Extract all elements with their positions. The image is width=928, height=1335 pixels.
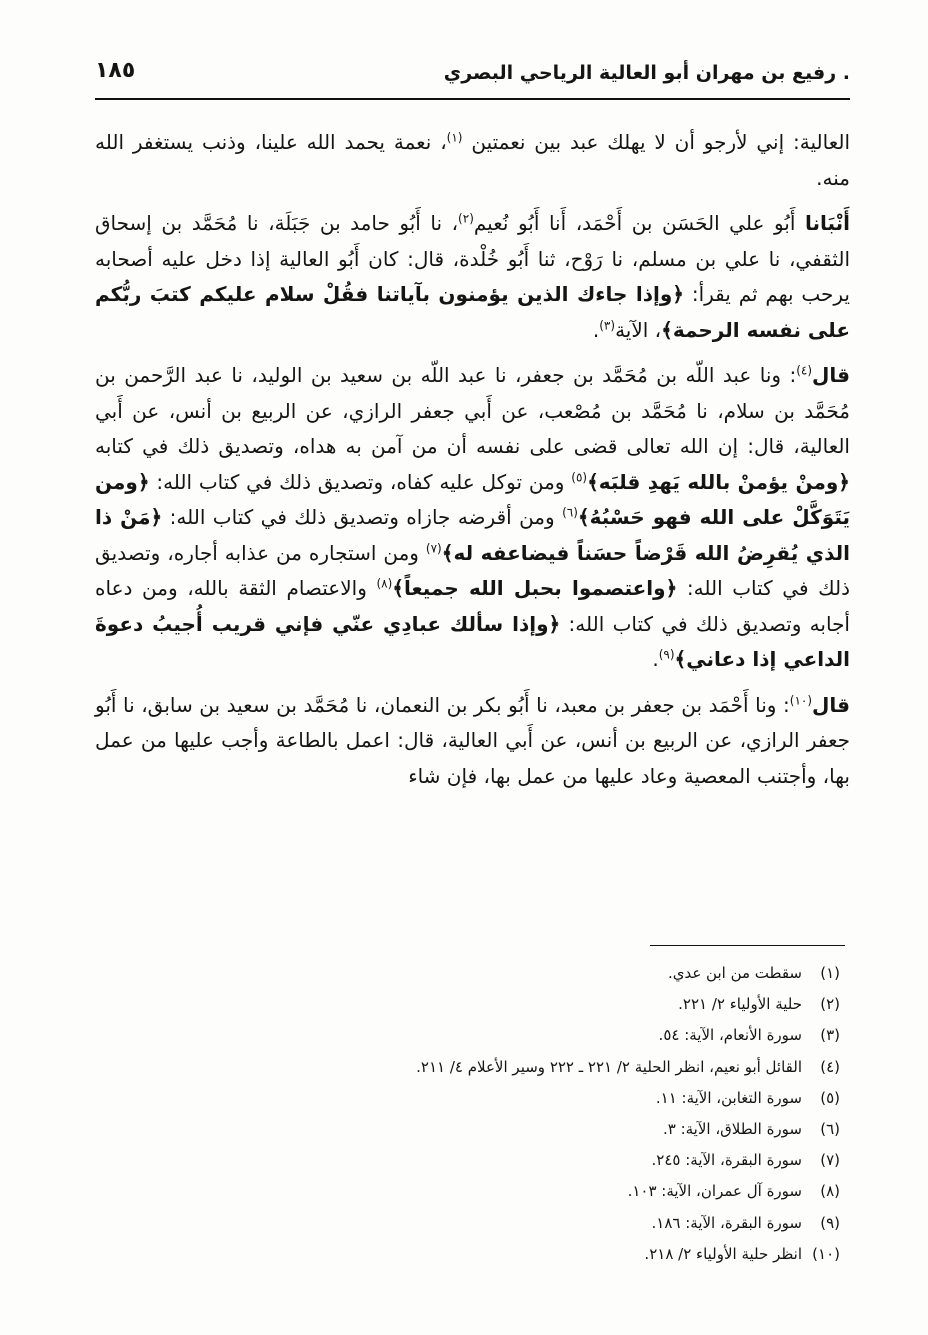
footnote-ref: (٤) [796,363,813,378]
header-rule [95,98,850,100]
paragraph-lead: قال [812,363,850,387]
page-number: ١٨٥ [95,58,136,83]
footnote-text: حلية الأولياء ٢/ ٢٢١. [678,995,802,1014]
quran-verse: ﴿ومنْ يؤمنْ بالله يَهدِ قلبَه﴾ [587,469,851,494]
quran-verse: ﴿واعتصموا بحبل الله جميعاً﴾ [392,576,678,600]
footnote-ref: (٥) [571,469,588,484]
footnote-ref: (١) [446,130,463,145]
footnote-ref: (٣) [599,317,616,332]
footnote-ref: (٩) [658,647,675,662]
page-header [95,58,850,98]
footnote-item [95,1239,840,1270]
footnote-text: سورة الأنعام، الآية: ٥٤. [658,1026,802,1045]
main-text [95,125,850,804]
footnote-ref: (٢) [458,211,474,226]
quran-verse: ﴿وإذا سألك عبادِي عنّي فإني قريب أُجيبُ دعوةَ الداعي إذا دعاني﴾ [95,611,850,671]
footnote-item [95,1114,840,1145]
footnote-text: سورة الطلاق، الآية: ٣. [662,1120,802,1139]
footnote-item [95,1052,840,1083]
footnote-item [95,1020,840,1051]
running-head: . رفيع بن مهران أبو العالية الرياحي البصري [443,62,850,84]
quran-verse: ﴿وإذا جاءك الذين يؤمنون بآياتنا فقُلْ سلام عليكم كتبَ ربُّكم على نفسه الرحمة﴾ [95,282,850,342]
footnote-item [95,1208,840,1239]
footnotes-list [95,958,840,1270]
paragraph-2 [95,206,850,348]
text: ومن استجاره من عذابه أجاره، وتصديق ذلك في كتاب الله: [95,540,850,600]
footnote-number: (٥) [820,1088,840,1107]
footnote-text: سقطت من ابن عدي. [667,964,802,982]
footnote-number: (٣) [820,1026,840,1045]
text: : ونا أَحْمَد بن جعفر بن معبد، نا أَبُو بكر بن النعمان، نا مُحَمَّد بن سعيد بن سابق، نا أَبُو جعفر الرازي، عن الربيع بن أنس، عن أَبي العالية، قال: اعمل بالطاعة وأجب عليها من عمل بها، وأجتنب المعصية وعاد عليها من عمل بها، فإن شاء [95,692,850,788]
footnote-number: (٤) [820,1057,840,1076]
footnote-number: (٨) [820,1182,840,1201]
text: العالية: إني لأرجو أن لا يهلك عبد بين نعمتين [462,130,850,154]
footnote-number: (٧) [820,1151,840,1170]
text: والاعتصام الثقة بالله، ومن دعاه أجابه وتصديق ذلك في كتاب الله: [95,576,850,636]
footnote-text: انظر حلية الأولياء ٢/ ٢١٨. [644,1244,802,1263]
text: . [592,317,600,342]
text: ومن أقرضه جازاه وتصديق ذلك في كتاب الله: [162,505,563,529]
paragraph-lead: أَنْبَانا [804,211,851,235]
footnote-ref: (٦) [562,505,578,520]
text: : ونا عبد اللّه بن مُحَمَّد بن جعفر، نا عبد اللّه بن سعيد بن الوليد، نا عبد الرَّحمن بن مُحَمَّد بن سلام، نا مُحَمَّد بن مُصْعب، عن أَبي جعفر الرازي، عن الربيع بن أنس، عن أَبي العالية، قال: إن الله تعالى قضى على نفسه أن من آمن به هداه، وتصديق ذلك في كتابه [95,363,850,458]
footnote-number: (٦) [820,1120,840,1139]
text: ومن توكل عليه كفاه، وتصديق ذلك في كتاب الله: [149,469,572,494]
footnote-text: سورة البقرة، الآية: ٢٤٥. [651,1151,802,1170]
footnote-separator [650,945,845,946]
footnote-text: سورة آل عمران، الآية: ١٠٣. [627,1182,802,1201]
footnote-number: (١) [820,964,840,982]
quran-verse: ﴿مَنْ ذا الذي يُقرِضُ الله قَرْضاً حسَناً فيضاعفه له﴾ [95,505,850,565]
footnote-ref: (٨) [376,576,393,591]
footnote-number: (٢) [820,995,840,1014]
quran-verse: ﴿ومن يَتَوَكَّلْ على الله فهو حَسْبُهُ﴾ [95,469,850,529]
footnote-text: سورة البقرة، الآية: ١٨٦. [651,1213,802,1232]
footnote-item [95,958,840,989]
footnote-text: سورة التغابن، الآية: ١١. [655,1088,802,1107]
paragraph-1 [95,125,850,196]
footnote-text: القائل أبو نعيم، انظر الحلية ٢/ ٢٢١ ـ ٢٢٢ وسير الأعلام ٤/ ٢١١. [416,1057,802,1076]
footnote-item [95,1176,840,1207]
footnote-number: (١٠) [812,1244,840,1263]
paragraph-3 [95,358,850,678]
text: ، نا أَبُو حامد بن جَبَلَة، نا مُحَمَّد بن إسحاق الثقفي، نا علي بن مسلم، نا رَوْح، ثنا أَبُو خُلْدة، قال: كان أَبُو العالية إذا دخل عليه أصحابه يرحب بهم ثم يقرأ: [95,211,850,306]
text: ، الآية [615,317,662,342]
text: ، نعمة يحمد الله علينا، وذنب يستغفر الله منه. [95,130,850,190]
text: أَبُو علي الحَسَن بن أَحْمَد، أَنا أَبُو نُعيم [473,211,805,235]
text: . [652,647,659,671]
footnote-number: (٩) [820,1213,840,1232]
footnote-item [95,1145,840,1176]
paragraph-lead: قال [812,692,850,717]
paragraph-4 [95,688,850,795]
footnote-ref: (٧) [425,540,442,555]
footnote-ref: (١٠) [789,692,813,707]
footnote-item [95,1083,840,1114]
footnote-item [95,989,840,1020]
